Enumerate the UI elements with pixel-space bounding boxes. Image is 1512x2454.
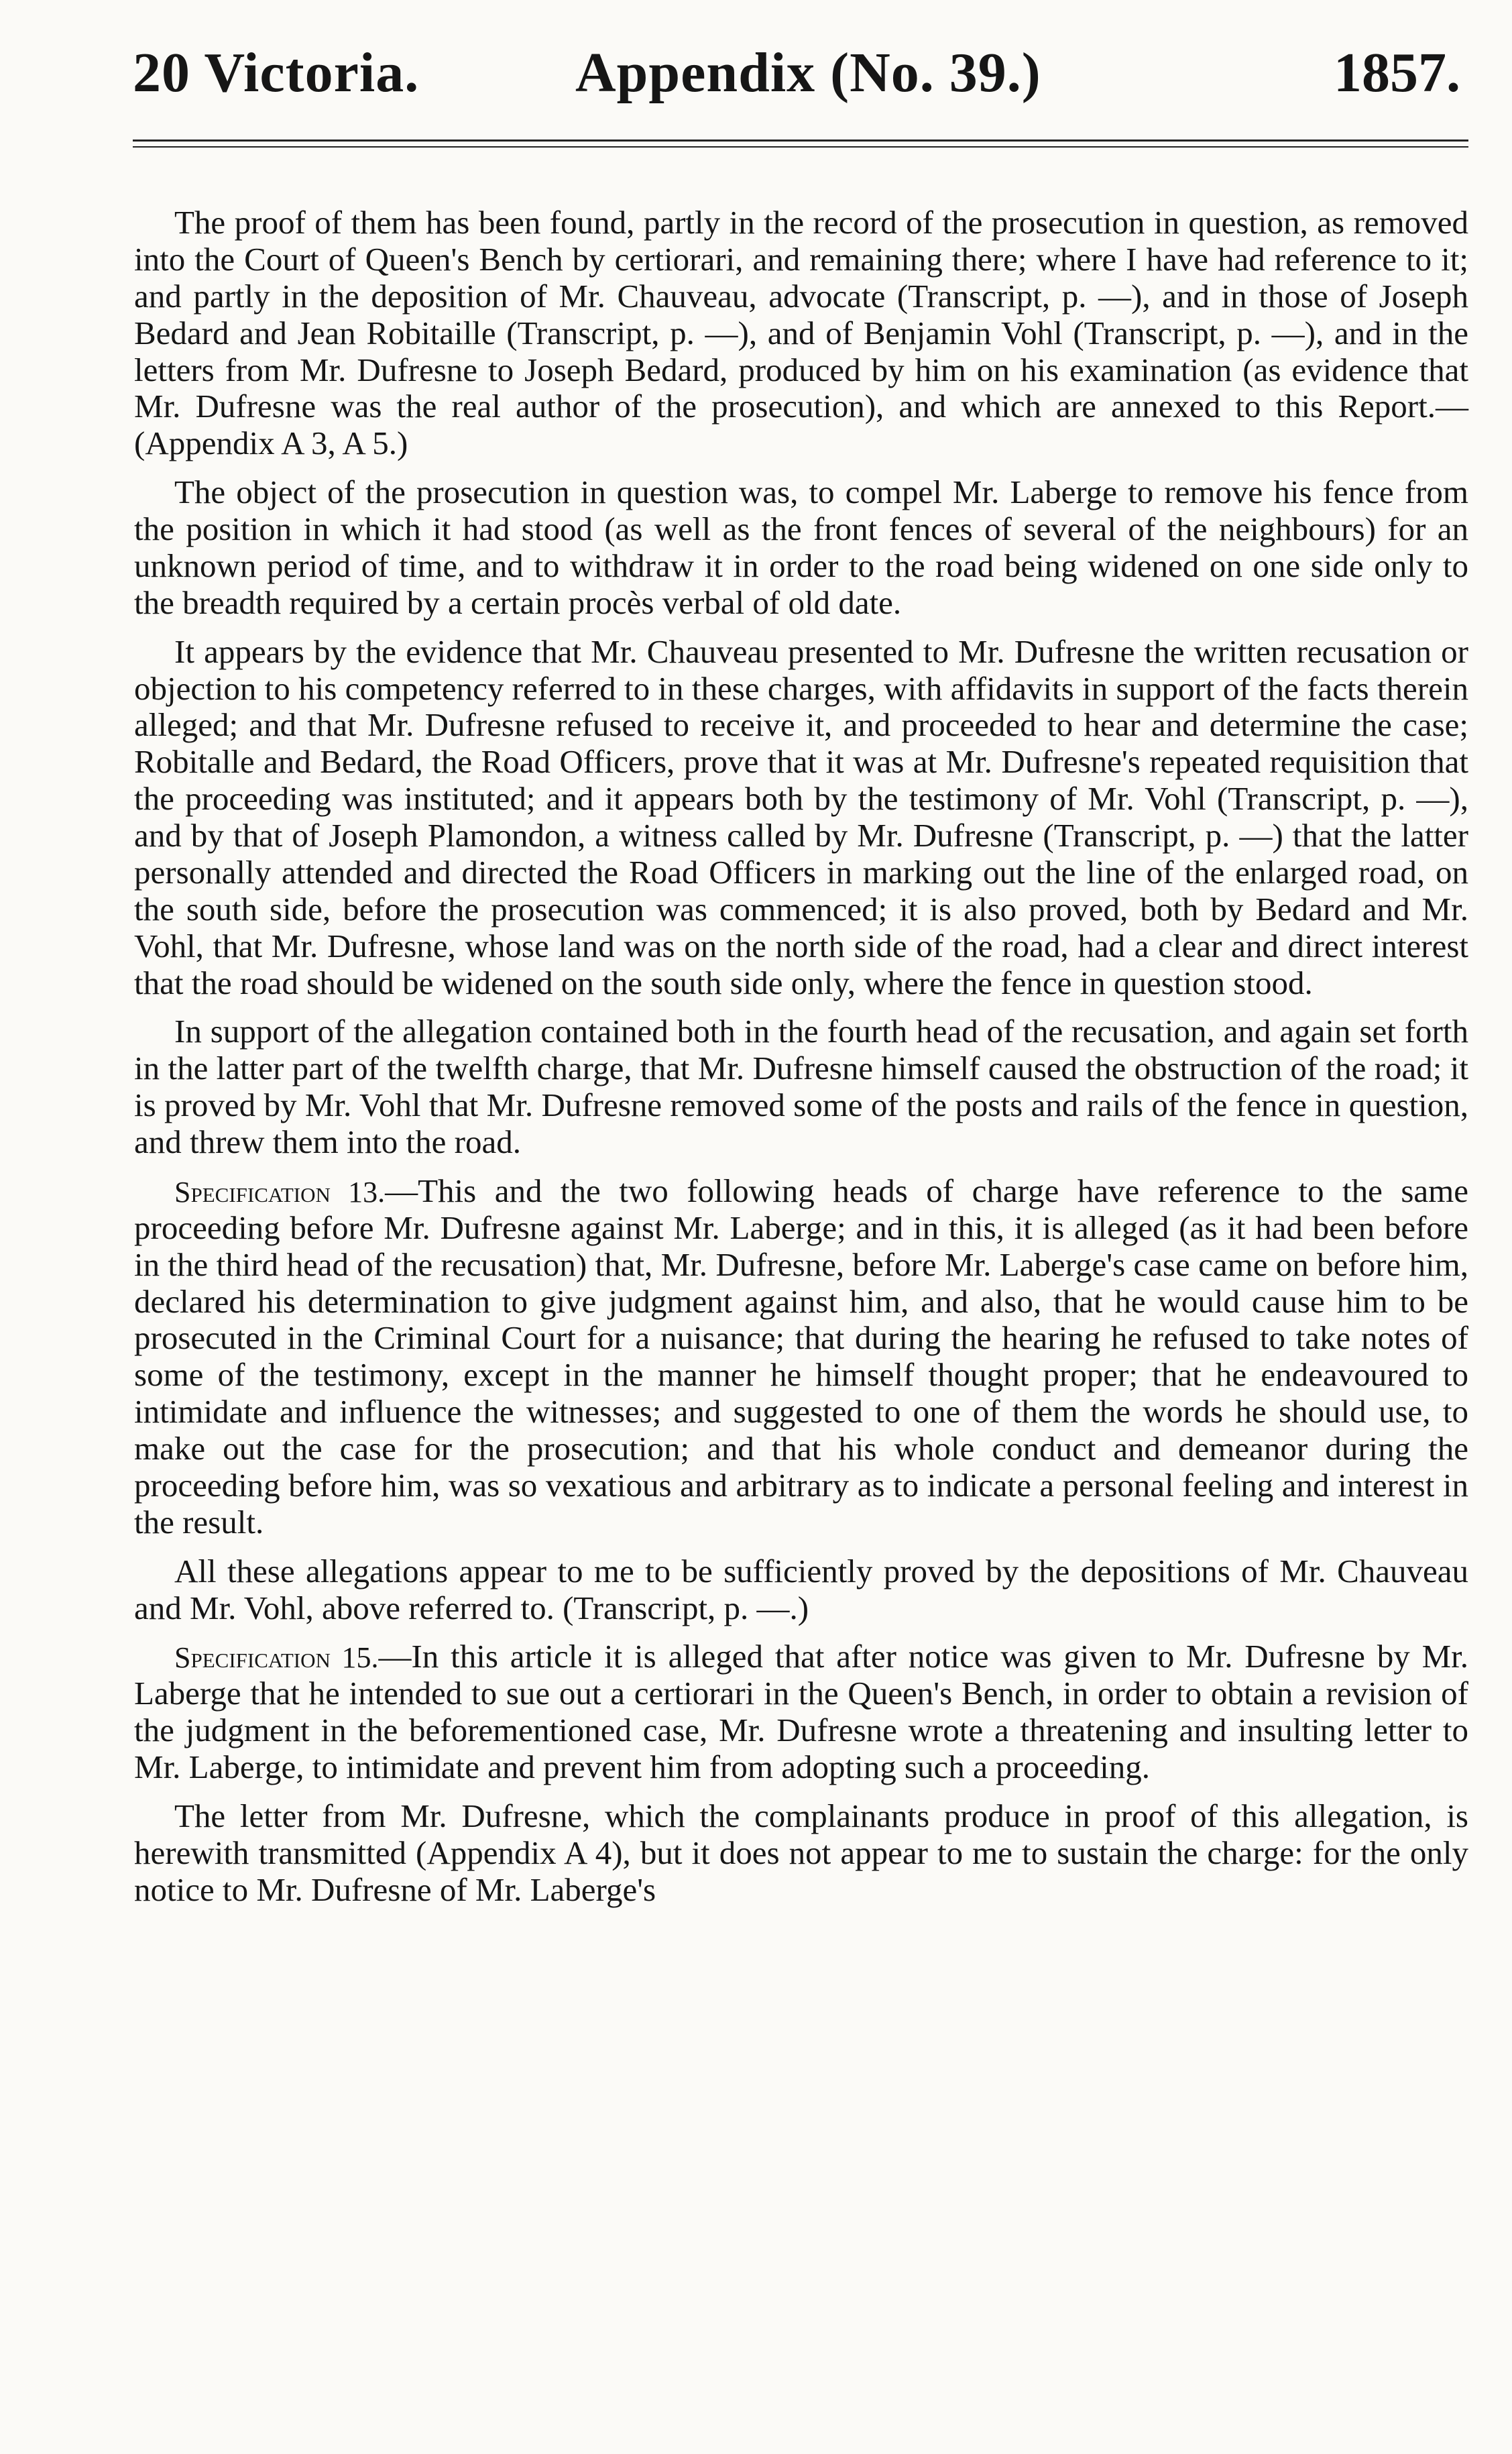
paragraph: It appears by the evidence that Mr. Chauveau presented to Mr. Dufresne the written recusation or objection to his competency referred to in these charges, with affidavits in support of the facts therein alleged; and that Mr. Dufresne refused to receive it, and proceeded to hear and determine the case; Robitalle and Bedard, the Road Officers, prove that it was at Mr. Dufresne's repeated requisition that the proceeding was instituted; and it appears both by the testimony of Mr. Vohl (Transcript, p. —), and by that of Joseph Plamondon, a witness called by Mr. Dufresne (Transcript, p. —) that the latter personally attended and directed the Road Officers in marking out the line of the enlarged road, on the south side, before the prosecution was commenced; it is also proved, both by Bedard and Mr. Vohl, that Mr. Dufresne, whose land was on the north side of the road, had a clear and direct interest that the road should be widened on the south side only, where the fence in question stood. — [134, 632, 1468, 1001]
paragraph: All these allegations appear to me to be sufficiently proved by the depositions of Mr. Chauveau and Mr. Vohl, above referred to. (Transcript, p. —.) — [134, 1552, 1468, 1626]
header-session: 20 Victoria. — [133, 42, 420, 104]
header-rule-thick — [133, 140, 1468, 142]
paragraph: The letter from Mr. Dufresne, which the complainants produce in proof of this allegation, is herewith transmitted (Appendix A 4), but it does not appear to me to sustain the charge: for the only notice to Mr. Dufresne of Mr. Laberge's — [134, 1797, 1468, 1908]
header-appendix: Appendix (No. 39.) — [575, 42, 1041, 104]
specification-lead: Specification 13. — [174, 1175, 386, 1209]
page-header — [133, 40, 1467, 121]
specification-lead: Specification 15. — [174, 1641, 379, 1675]
paragraph: The object of the prosecution in question was, to compel Mr. Laberge to remove his fence from the position in which it had stood (as well as the front fences of several of the neighbours) for an unknown period of time, and to withdraw it in order to the road being widened on one side only to the breadth required by a certain procès verbal of old date. — [134, 473, 1468, 621]
paragraph: Specification 15.—In this article it is alleged that after notice was given to Mr. Dufresne by Mr. Laberge that he intended to sue out a certiorari in the Queen's Bench, in order to obtain a revision of the judgment in the beforementioned case, Mr. Dufresne wrote a threatening and insulting letter to Mr. Laberge, to intimidate and prevent him from adopting such a proceeding. — [134, 1638, 1469, 1785]
header-rule-thin — [133, 146, 1468, 148]
paragraph: In support of the allegation contained both in the fourth head of the recusation, and again set forth in the latter part of the twelfth charge, that Mr. Dufresne himself caused the obstruction of the road; it is proved by Mr. Vohl that Mr. Dufresne removed some of the posts and rails of the fence in question, and threw them into the road. — [134, 1013, 1468, 1160]
body-text — [134, 205, 1468, 1921]
paragraph: The proof of them has been found, partly in the record of the prosecution in question, as removed into the Court of Queen's Bench by certiorari, and remaining there; where I have had reference to it; and partly in the deposition of Mr. Chauveau, advocate (Transcript, p. —), and in those of Joseph Bedard and Jean Robitaille (Transcript, p. —), and of Benjamin Vohl (Transcript, p. —), and in the letters from Mr. Dufresne to Joseph Bedard, produced by him on his examination (as evidence that Mr. Dufresne was the real author of the prosecution), and which are annexed to this Report.—(Appendix A 3, A 5.) — [134, 204, 1468, 462]
header-year: 1857. — [1334, 42, 1460, 104]
paragraph: Specification 13.—This and the two following heads of charge have reference to the same proceeding before Mr. Dufresne against Mr. Laberge; and in this, it is alleged (as it had been before in the third head of the recusation) that, Mr. Dufresne, before Mr. Laberge's case came on before him, declared his determination to give judgment against him, and also, that he would cause him to be prosecuted in the Criminal Court for a nuisance; that during the hearing he refused to take notes of some of the testimony, except in the manner he himself thought proper; that he endeavoured to intimidate and influence the witnesses; and suggested to one of them the words he should use, to make out the case for the prosecution; and that his whole conduct and demeanor during the proceeding before him, was so vexatious and arbitrary as to indicate a personal feeling and interest in the result. — [134, 1172, 1468, 1541]
